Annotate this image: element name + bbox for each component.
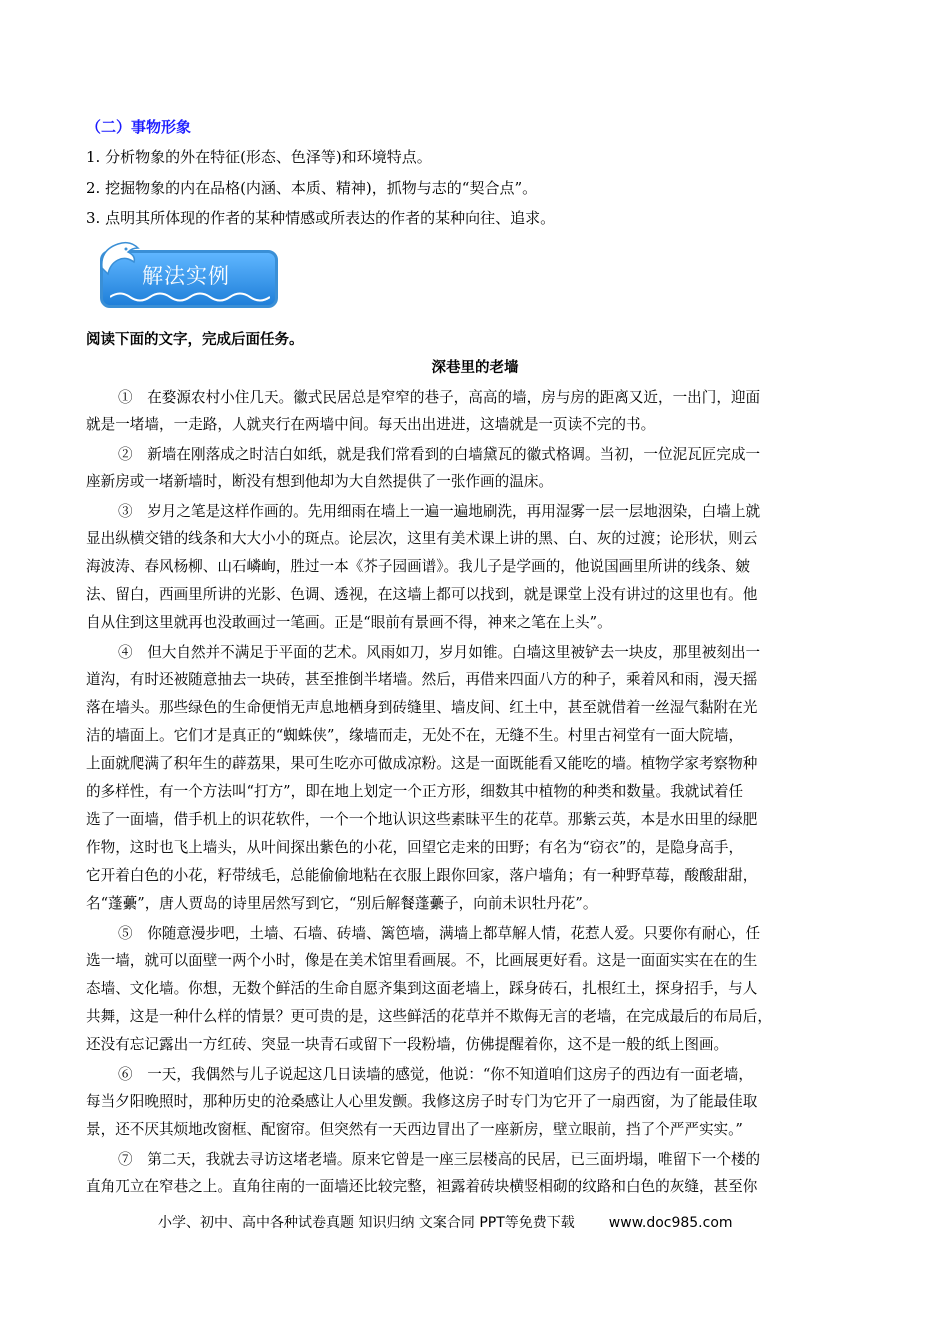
- article-title: 深巷里的老墙: [431, 360, 519, 376]
- paragraph-line: 海波涛、春风杨柳、山石嶙峋，胜过一本《芥子园画谱》。我儿子是学画的，他说国画里所讲的线条、皴: [86, 558, 751, 575]
- footer-text: 小学、初中、高中各种试卷真题 知识归纳 文案合同 PPT等免费下载: [158, 1215, 575, 1231]
- paragraph-line: ⑦ 第二天，我就去寻访这堵老墙。原来它曾是一座三层楼高的民居，已三面坍塌，唯留下一个楼的: [118, 1151, 761, 1168]
- paragraph-line: 显出纵横交错的线条和大大小小的斑点。论层次，这里有美术课上讲的黑、白、灰的过渡；论形状，则云: [86, 530, 758, 547]
- paragraph-line: 景，还不厌其烦地改窗框、配窗帘。但突然有一天西边冒出了一座新房，壁立眼前，挡了个严严实实。”: [86, 1121, 743, 1138]
- paragraph-line: 选一墙，就可以面壁一两个小时，像是在美术馆里看画展。不，比画展更好看。这是一面面实实在在的生: [86, 952, 758, 969]
- paragraph-line: 自从住到这里就再也没敢画过一笔画。正是“眼前有景画不得，神来之笔在上头”。: [86, 614, 612, 631]
- paragraph-line: 它开着白色的小花，籽带绒毛，总能偷偷地粘在衣服上跟你回家，落户墙角；有一种野草莓，酸酸甜甜，: [86, 867, 758, 884]
- paragraph-line: 作物，这时也飞上墙头，从叶间探出紫色的小花，回望它走来的田野；有名为“窃衣”的，是隐身高手，: [86, 839, 744, 856]
- point-item: 2. 挖掘物象的内在品格(内涵、本质、精神)，抓物与志的“契合点”。: [86, 179, 538, 197]
- paragraph-line: 座新房或一堵新墙时，断没有想到他却为大自然提供了一张作画的温床。: [86, 473, 554, 490]
- paragraph-line: ① 在婺源农村小住几天。徽式民居总是窄窄的巷子，高高的墙，房与房的距离又近，一出门，迎面: [118, 389, 761, 406]
- paragraph-line: ② 新墙在刚落成之时洁白如纸，就是我们常看到的白墙黛瓦的徽式格调。当初，一位泥瓦匠完成一: [118, 446, 761, 463]
- point-item: 3. 点明其所体现的作者的某种情感或所表达的作者的某种向往、追求。: [86, 209, 556, 227]
- paragraph-line: ④ 但大自然并不满足于平面的艺术。风雨如刀，岁月如锥。白墙这里被铲去一块皮，那里被刻出一: [118, 644, 761, 661]
- point-item: 1. 分析物象的外在特征(形态、色泽等)和环境特点。: [86, 148, 432, 166]
- paragraph-line: 名“蓬虆”，唐人贾岛的诗里居然写到它，“别后解餐蓬虆子，向前未识牡丹花”。: [86, 895, 598, 912]
- paragraph-line: 的多样性，有一个方法叫“打方”，即在地上划定一个正方形，细数其中植物的种类和数量。我就试着任: [86, 783, 744, 800]
- paragraph-line: ⑥ 一天，我偶然与儿子说起这几日读墙的感觉，他说：“你不知道咱们这房子的西边有一面老墙，: [118, 1066, 753, 1083]
- dolphin-icon: [96, 238, 144, 282]
- paragraph-line: 法、留白，西画里所讲的光影、色调、透视，在这墙上都可以找到，就是课堂上没有讲过的这里也有。他: [86, 586, 758, 603]
- paragraph-line: 直角兀立在窄巷之上。直角往南的一面墙还比较完整，袒露着砖块横竖相砌的纹路和白色的灰缝，甚至你: [86, 1178, 758, 1195]
- paragraph-line: 落在墙头。那些绿色的生命便悄无声息地栖身到砖缝里、墙皮间、红土中，甚至就借着一丝湿气黏附在光: [86, 699, 758, 716]
- paragraph-line: 选了一面墙，借手机上的识花软件，一个一个地认识这些素昧平生的花草。那紫云英，本是水田里的绿肥: [86, 811, 758, 828]
- paragraph-line: 每当夕阳晚照时，那种历史的沧桑感让人心里发颤。我修这房子时专门为它开了一扇西窗，为了能最佳取: [86, 1093, 758, 1110]
- paragraph-line: 洁的墙面上。它们才是真正的“蜘蛛侠”，缘墙而走，无处不在，无缝不生。村里古祠堂有一面大院墙，: [86, 727, 744, 744]
- badge-label: 解法实例: [142, 264, 230, 288]
- paragraph-line: 共舞，这是一种什么样的情景？更可贵的是，这些鲜活的花草并不欺侮无言的老墙，在完成最后的布局后，: [86, 1008, 772, 1025]
- paragraph-line: ⑤ 你随意漫步吧，土墙、石墙、砖墙、篱笆墙，满墙上都草解人情，花惹人爱。只要你有耐心，任: [118, 925, 761, 942]
- section-title: （二）事物形象: [86, 118, 192, 136]
- paragraph-line: 道沟，有时还被随意抽去一块砖，甚至推倒半堵墙。然后，再借来四面八方的种子，乘着风和雨，漫天摇: [86, 671, 758, 688]
- solution-example-badge: [96, 238, 280, 314]
- page-footer: [158, 1212, 733, 1232]
- wave-icon: [110, 290, 270, 304]
- paragraph-line: 上面就爬满了积年生的薜荔果，果可生吃亦可做成凉粉。这是一面既能看又能吃的墙。植物学家考察物种: [86, 755, 758, 772]
- paragraph-line: ③ 岁月之笔是这样作画的。先用细雨在墙上一遍一遍地刷洗，再用湿雾一层一层地洇染，白墙上就: [118, 503, 761, 520]
- paragraph-line: 就是一堵墙，一走路，人就夹行在两墙中间。每天出出进进，这墙就是一页读不完的书。: [86, 416, 656, 433]
- paragraph-line: 态墙、文化墙。你想，无数个鲜活的生命自愿齐集到这面老墙上，踩身砖石，扎根红土，探身招手，与人: [86, 980, 758, 997]
- paragraph-line: 还没有忘记露出一方红砖、突显一块青石或留下一段粉墙，仿佛提醒着你，这不是一般的纸上图画。: [86, 1036, 729, 1053]
- instruction: 阅读下面的文字，完成后面任务。: [86, 332, 304, 348]
- footer-site: www.doc985.com: [608, 1215, 733, 1231]
